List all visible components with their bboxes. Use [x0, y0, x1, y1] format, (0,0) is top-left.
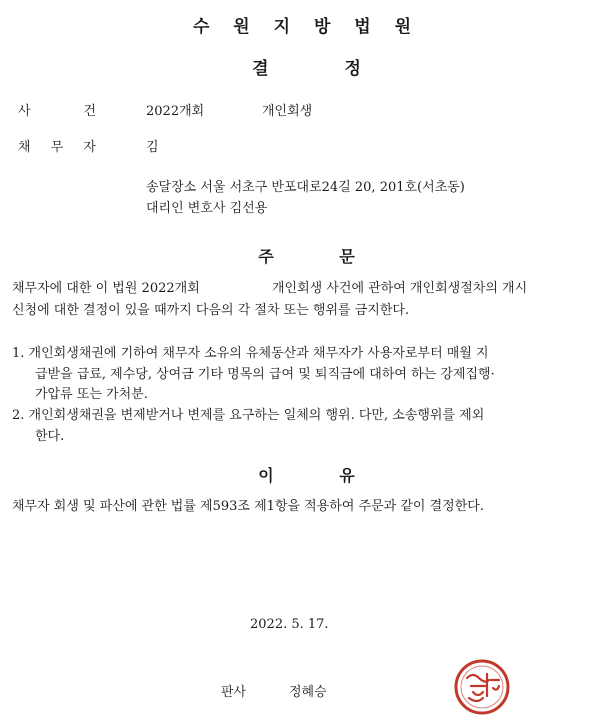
court-name: 수 원 지 방 법 원	[192, 17, 421, 37]
case-label: 사 건	[18, 104, 96, 119]
order-intro-line2: 신청에 대한 결정이 있을 때까지 다음의 각 절차 또는 행위를 금지한다.	[12, 303, 410, 318]
order-item-2-line1: 2. 개인회생채권을 변제받거나 변제를 요구하는 일체의 행위. 다만, 소송행위를 제외	[12, 408, 485, 423]
case-type: 개인회생	[262, 104, 313, 119]
decision-date: 2022. 5. 17.	[250, 617, 329, 632]
order-item-2-line2: 한다.	[35, 429, 65, 444]
order-item-1-line3: 가압류 또는 가처분.	[35, 387, 148, 402]
reason-text: 채무자 회생 및 파산에 관한 법률 제593조 제1항을 적용하여 주문과 같이 결정한다.	[12, 499, 484, 514]
debtor-label: 채 무 자	[18, 140, 96, 155]
agent: 대리인 변호사 김선용	[146, 201, 268, 216]
case-number: 2022개회	[146, 104, 205, 119]
order-heading: 주 문	[258, 247, 355, 266]
service-address: 송달장소 서울 서초구 반포대로24길 20, 201호(서초동)	[146, 180, 465, 195]
reason-heading: 이 유	[258, 466, 355, 485]
order-intro-part1: 채무자에 대한 이 법원 2022개회	[12, 281, 200, 296]
order-item-1-line2: 급받을 급료, 제수당, 상여금 기타 명목의 급여 및 퇴직금에 대하여 하는 강제집행·	[35, 367, 495, 382]
judge-label: 판사	[221, 685, 247, 700]
judge-name: 정혜승	[289, 685, 327, 700]
order-intro-part2: 개인회생 사건에 관하여 개인회생절차의 개시	[272, 281, 528, 296]
order-item-1-line1: 1. 개인회생채권에 기하여 채무자 소유의 유체동산과 채무자가 사용자로부터 매월 지	[12, 346, 489, 361]
judge-seal-stamp	[453, 658, 511, 716]
document-title: 결 정	[252, 59, 361, 79]
debtor-name: 김	[146, 140, 159, 155]
